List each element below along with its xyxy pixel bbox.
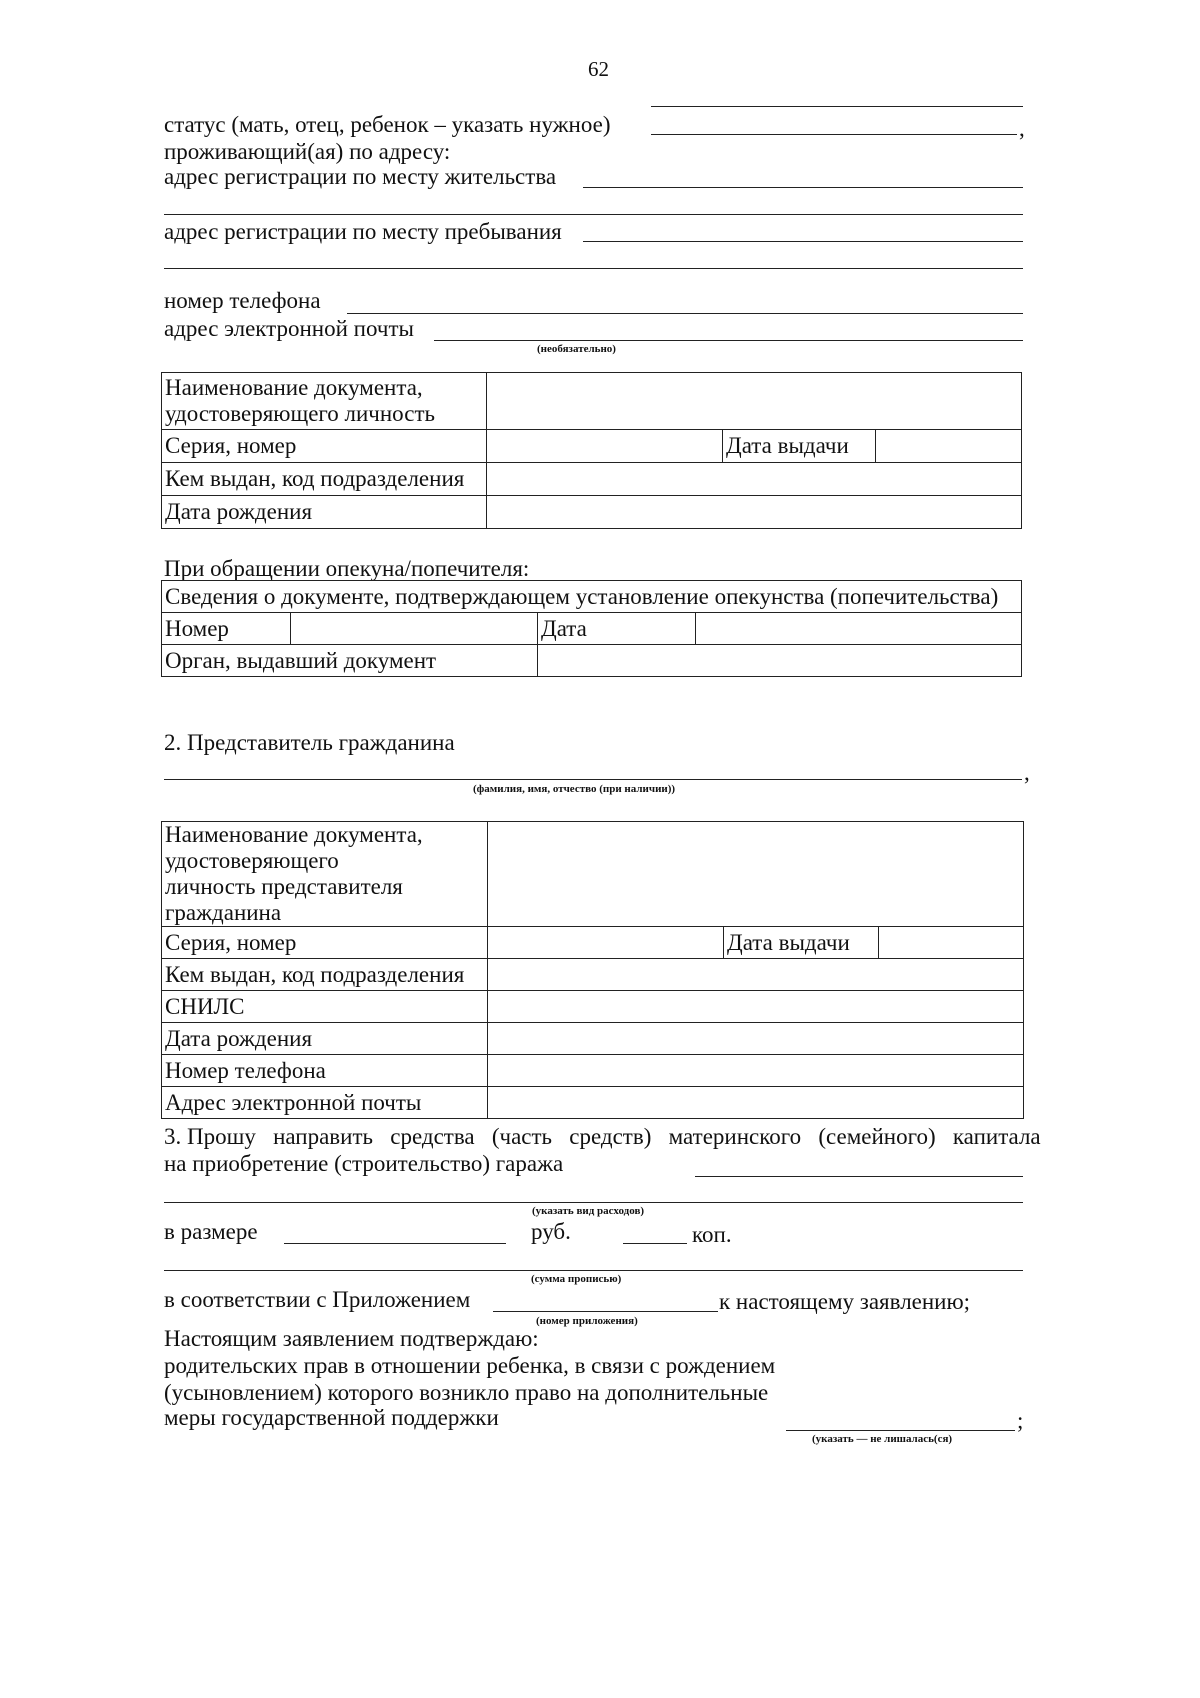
confirm-caption: (указать — не лишалась(ся) [812, 1433, 953, 1445]
rep-doc-name-field[interactable] [488, 822, 1024, 927]
stay-address-input-line[interactable] [583, 241, 1023, 242]
rep-doc-name-label: Наименование документа, удостоверяющего личность представителя гражданина [162, 822, 488, 927]
rep-series-label: Серия, номер [162, 927, 488, 959]
stay-address-label: адрес регистрации по месту пребывания [164, 219, 562, 244]
kop-input-line[interactable] [623, 1243, 687, 1244]
confirm-heading: Настоящим заявлением подтверждаю: [164, 1326, 539, 1351]
id-issue-date-field[interactable] [876, 430, 1022, 463]
section2-heading: 2. Представитель гражданина [164, 730, 455, 755]
id-issued-by-label: Кем выдан, код подразделения [162, 463, 487, 496]
rep-issue-date-field[interactable] [879, 927, 1024, 959]
guardian-date-field[interactable] [696, 613, 1022, 645]
phone-input-line[interactable] [347, 313, 1023, 314]
reg-address-line-2[interactable] [164, 214, 1023, 215]
rep-issued-by-field[interactable] [488, 959, 1024, 991]
guardian-date-label: Дата [538, 613, 696, 645]
email-label: адрес электронной почты [164, 316, 414, 341]
expense-input-line-2[interactable] [164, 1202, 1023, 1203]
rep-issue-date-label: Дата выдачи [724, 927, 879, 959]
rep-snils-label: СНИЛС [162, 991, 488, 1023]
confirm-line1: родительских прав в отношении ребенка, в связи с рождением [164, 1353, 776, 1378]
page-number: 62 [588, 57, 609, 81]
residing-label: проживающий(ая) по адресу: [164, 139, 451, 164]
rep-email-label: Адрес электронной почты [162, 1087, 488, 1119]
email-input-line[interactable] [434, 340, 1023, 341]
appendix-caption: (номер приложения) [536, 1315, 638, 1327]
id-doc-name-field[interactable] [487, 373, 1022, 430]
expense-caption: (указать вид расходов) [532, 1205, 645, 1217]
guardian-heading: При обращении опекуна/попечителя: [164, 556, 530, 581]
id-issue-date-label: Дата выдачи [723, 430, 876, 463]
rep-phone-field[interactable] [488, 1055, 1024, 1087]
rub-label: руб. [531, 1219, 571, 1244]
id-issued-by-field[interactable] [487, 463, 1022, 496]
expense-input-line-1[interactable] [695, 1176, 1023, 1177]
id-series-field[interactable] [487, 430, 723, 463]
sum-words-line[interactable] [164, 1270, 1023, 1271]
rep-email-field[interactable] [488, 1087, 1024, 1119]
rep-snils-field[interactable] [488, 991, 1024, 1023]
guardian-issuer-label: Орган, выдавший документ [162, 645, 538, 677]
section3-line2: на приобретение (строительство) гаража [164, 1151, 564, 1176]
id-birth-date-field[interactable] [487, 496, 1022, 529]
amount-label: в размере [164, 1219, 258, 1244]
reg-address-label: адрес регистрации по месту жительства [164, 164, 557, 189]
id-series-label: Серия, номер [162, 430, 487, 463]
appendix-input-line[interactable] [493, 1311, 718, 1312]
guardian-table [161, 580, 1022, 677]
confirm-line3: меры государственной поддержки [164, 1405, 499, 1430]
optional-caption: (необязательно) [537, 343, 616, 355]
guardian-issuer-field[interactable] [538, 645, 1022, 677]
status-label: статус (мать, отец, ребенок – указать нужное) [164, 112, 611, 137]
id-document-table [161, 372, 1022, 529]
id-doc-name-label: Наименование документа, удостоверяющего личность [162, 373, 487, 430]
kop-label: коп. [692, 1222, 732, 1247]
representative-name-caption: (фамилия, имя, отчество (при наличии)) [473, 783, 676, 795]
rep-phone-label: Номер телефона [162, 1055, 488, 1087]
phone-label: номер телефона [164, 288, 321, 313]
guardian-number-label: Номер [162, 613, 291, 645]
rep-issued-by-label: Кем выдан, код подразделения [162, 959, 488, 991]
stay-address-line-2[interactable] [164, 268, 1023, 269]
confirm-line2: (усыновлением) которого возникло право на дополнительные [164, 1380, 769, 1405]
reg-address-input-line[interactable] [583, 187, 1023, 188]
representative-comma: , [1024, 760, 1030, 785]
appendix-label: в соответствии с Приложением [164, 1287, 471, 1312]
guardian-number-field[interactable] [291, 613, 538, 645]
rep-birth-date-label: Дата рождения [162, 1023, 488, 1055]
id-birth-date-label: Дата рождения [162, 496, 487, 529]
appendix-suffix: к настоящему заявлению; [719, 1289, 971, 1314]
guardian-info-label: Сведения о документе, подтверждающем установление опекунства (попечительства) [162, 581, 1022, 613]
confirm-input-line[interactable] [786, 1430, 1015, 1431]
status-line-top [651, 106, 1023, 107]
rub-input-line[interactable] [284, 1243, 506, 1244]
sum-caption: (сумма прописью) [531, 1273, 622, 1285]
status-input-line[interactable] [651, 134, 1017, 135]
status-comma: , [1019, 116, 1025, 141]
rep-birth-date-field[interactable] [488, 1023, 1024, 1055]
confirm-semicolon: ; [1017, 1408, 1024, 1433]
rep-series-field[interactable] [488, 927, 724, 959]
representative-name-line[interactable] [164, 779, 1022, 780]
section3-line1: 3. Прошу направить средства (часть средств) материнского (семейного) капитала [164, 1124, 1041, 1149]
representative-table [161, 821, 1024, 1119]
